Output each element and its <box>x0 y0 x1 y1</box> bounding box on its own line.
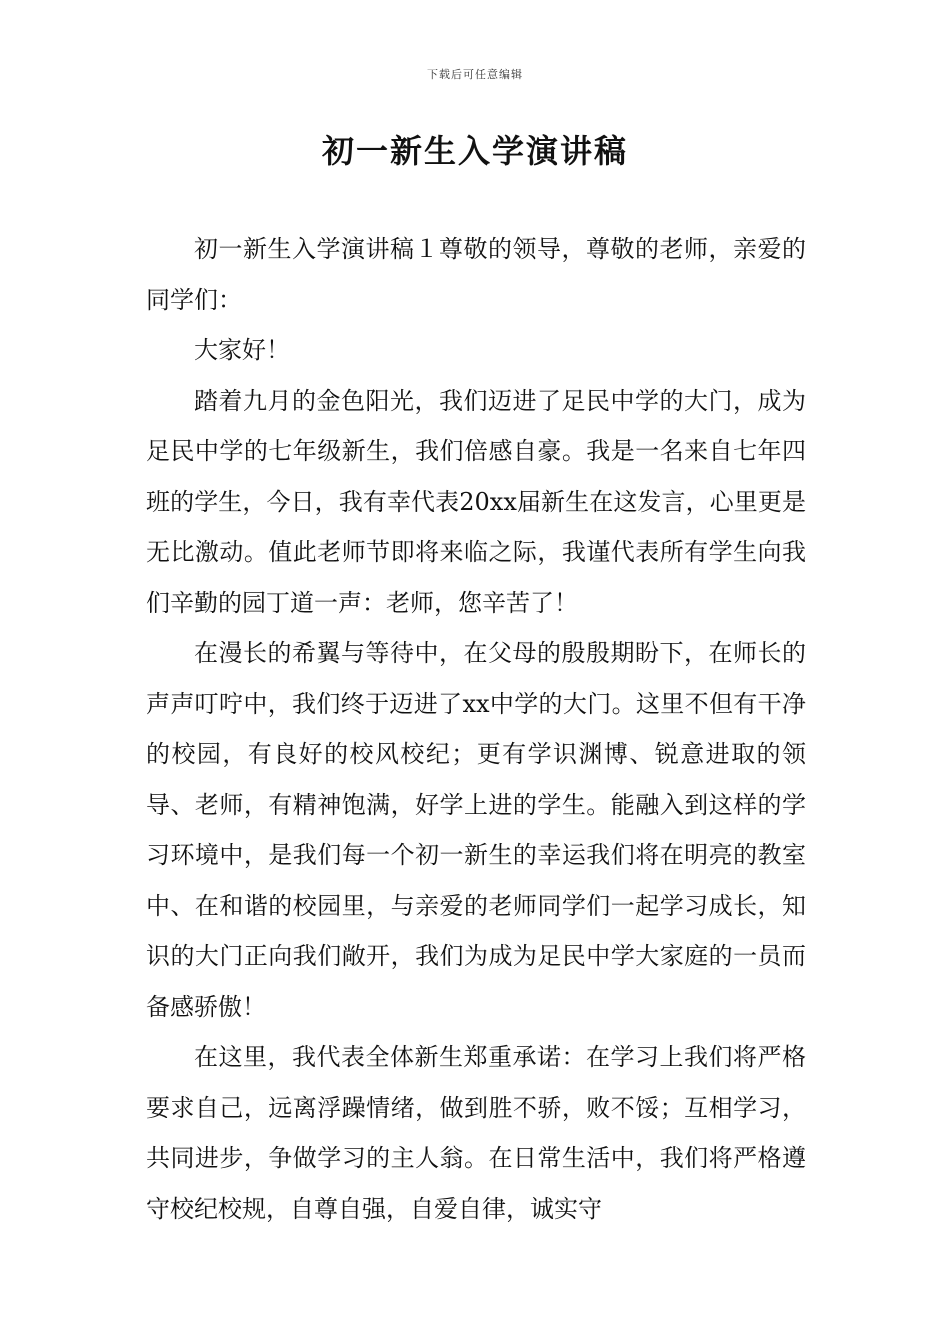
document-body <box>146 224 806 1234</box>
paragraph-1: 初一新生入学演讲稿１尊敬的领导，尊敬的老师，亲爱的同学们： <box>146 235 806 314</box>
paragraph-3: 踏着九月的金色阳光，我们迈进了足民中学的大门，成为足民中学的七年级新生，我们倍感自豪。我是一名来自七年四班的学生，今日，我有幸代表20xx届新生在这发言，心里更是无比激动。值此老师节即将来临之际，我谨代表所有学生向我们辛勤的园丁道一声：老师，您辛苦了！ <box>146 386 806 617</box>
paragraph-5: 在这里，我代表全体新生郑重承诺：在学习上我们将严格要求自己，远离浮躁情绪，做到胜不骄，败不馁；互相学习，共同进步，争做学习的主人翁。在日常生活中，我们将严格遵守校纪校规，自尊自强，自爱自律，诚实守 <box>146 1043 806 1223</box>
header-note: 下载后可任意编辑 <box>427 68 523 81</box>
paragraph-4: 在漫长的希翼与等待中，在父母的殷殷期盼下，在师长的声声叮咛中，我们终于迈进了xx中学的大门。这里不但有干净的校园，有良好的校风校纪；更有学识渊博、锐意进取的领导、老师，有精神饱满，好学上进的学生。能融入到这样的学习环境中，是我们每一个初一新生的幸运我们将在明亮的教室中、在和谐的校园里，与亲爱的老师同学们一起学习成长，知识的大门正向我们敞开，我们为成为足民中学大家庭的一员而备感骄傲！ <box>146 639 806 1021</box>
paragraph-2: 大家好！ <box>194 336 290 364</box>
document-title: 初一新生入学演讲稿 <box>321 132 628 170</box>
